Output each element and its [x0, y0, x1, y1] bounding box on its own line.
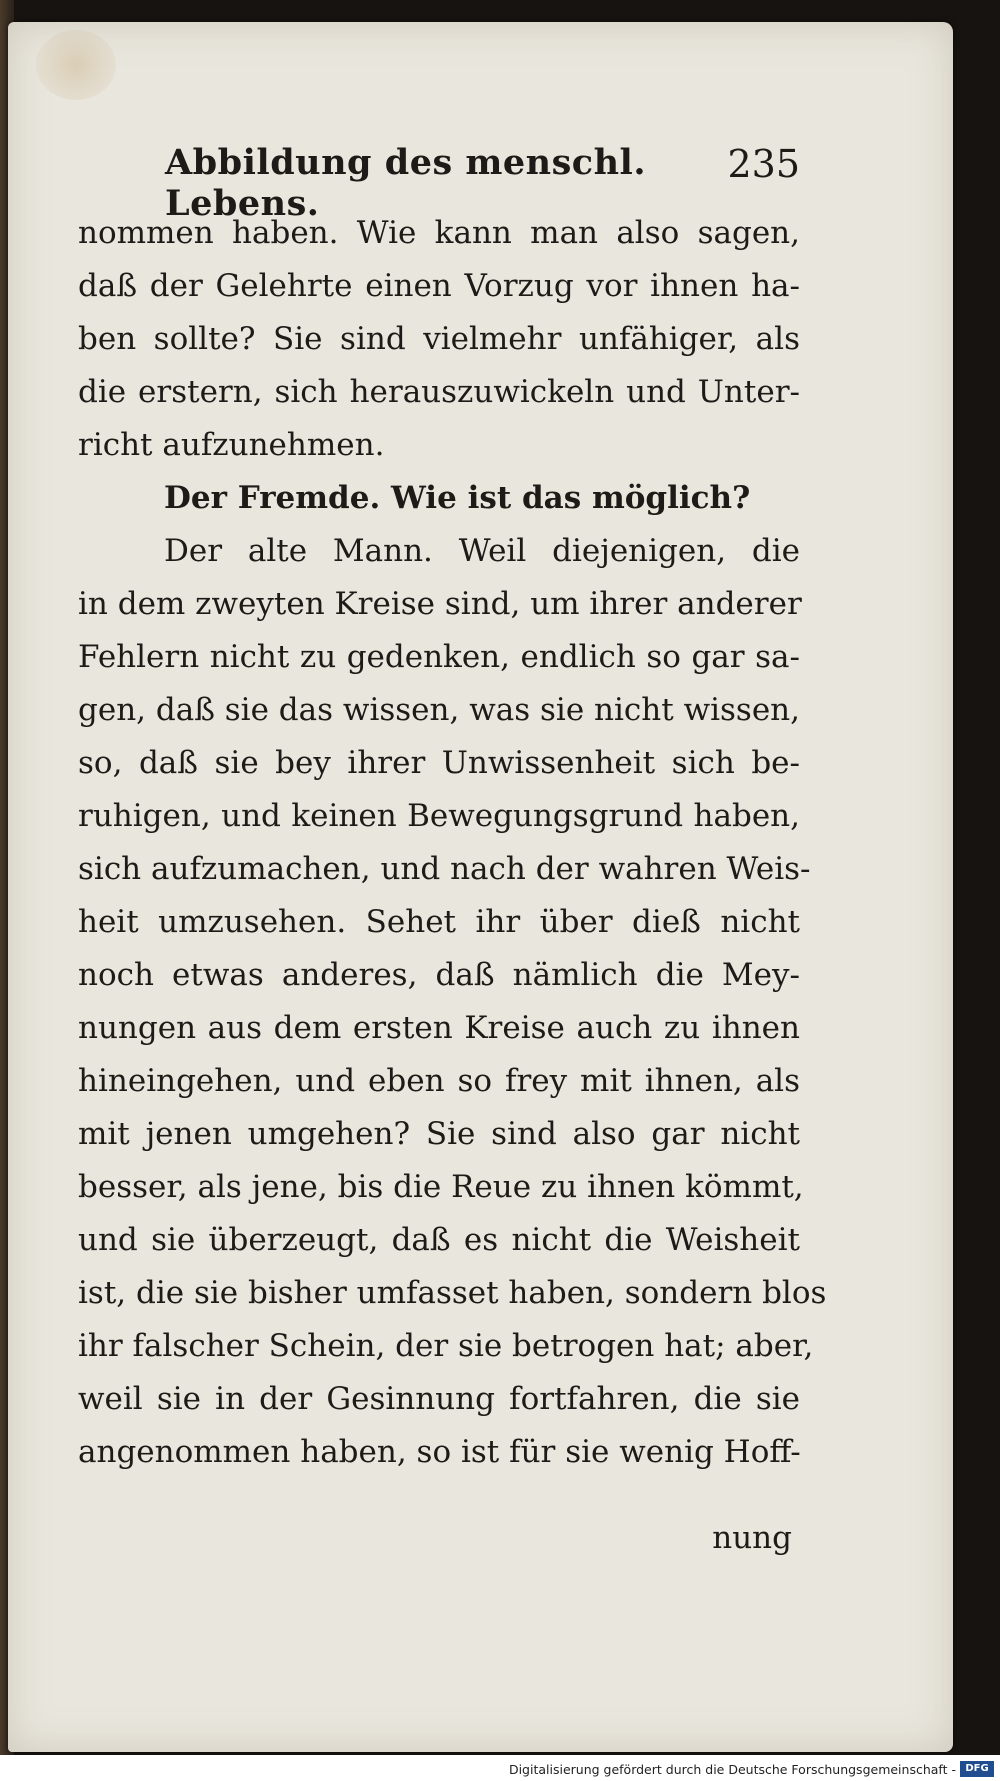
text-line: heit umzusehen. Sehet ihr über dieß nicht [78, 904, 800, 940]
page-header [165, 140, 800, 224]
text-line: hineingehen, und eben so frey mit ihnen, als [78, 1063, 800, 1099]
catchword: nung [712, 1520, 792, 1556]
text-line: angenommen haben, so ist für sie wenig Hoff- [78, 1434, 801, 1470]
dialogue-line-old-man: Der alte Mann. Weil diejenigen, die [164, 533, 800, 569]
text-line: in dem zweyten Kreise sind, um ihrer anderer [78, 586, 802, 622]
text-line: und sie überzeugt, daß es nicht die Weisheit [78, 1222, 800, 1258]
text-line: ruhigen, und keinen Bewegungsgrund haben, [78, 798, 800, 834]
paper-stain [36, 30, 116, 100]
text-line: mit jenen umgehen? Sie sind also gar nicht [78, 1116, 800, 1152]
running-title: Abbildung des menschl. Lebens. [165, 142, 647, 224]
text-line: ihr falscher Schein, der sie betrogen hat; aber, [78, 1328, 814, 1364]
text-line: sich aufzumachen, und nach der wahren Weis- [78, 851, 811, 887]
text-line: noch etwas anderes, daß nämlich die Mey- [78, 957, 800, 993]
page-number: 235 [727, 142, 800, 186]
dialogue-line-stranger: Der Fremde. Wie ist das möglich? [164, 480, 751, 516]
digitization-credit: Digitalisierung gefördert durch die Deutsche Forschungsgemeinschaft - [508, 1762, 956, 1777]
text-line: so, daß sie bey ihrer Unwissenheit sich be- [78, 745, 800, 781]
footer-bar [0, 1755, 1000, 1781]
text-line: die erstern, sich herauszuwickeln und Unter- [78, 374, 800, 410]
text-line: ist, die sie bisher umfasset haben, sondern blos [78, 1275, 827, 1311]
dfg-logo: DFG [960, 1761, 994, 1777]
text-line: gen, daß sie das wissen, was sie nicht wissen, [78, 692, 800, 728]
text-line: ben sollte? Sie sind vielmehr unfähiger, als [78, 321, 800, 357]
text-line: besser, als jene, bis die Reue zu ihnen kömmt, [78, 1169, 804, 1205]
text-line: nommen haben. Wie kann man also sagen, [78, 215, 800, 251]
body-text [78, 207, 827, 1479]
text-line: Fehlern nicht zu gedenken, endlich so gar sa- [78, 639, 800, 675]
text-line: richt aufzunehmen. [78, 427, 385, 463]
text-line: nungen aus dem ersten Kreise auch zu ihnen [78, 1010, 800, 1046]
text-line: daß der Gelehrte einen Vorzug vor ihnen ha- [78, 268, 800, 304]
text-line: weil sie in der Gesinnung fortfahren, die sie [78, 1381, 800, 1417]
